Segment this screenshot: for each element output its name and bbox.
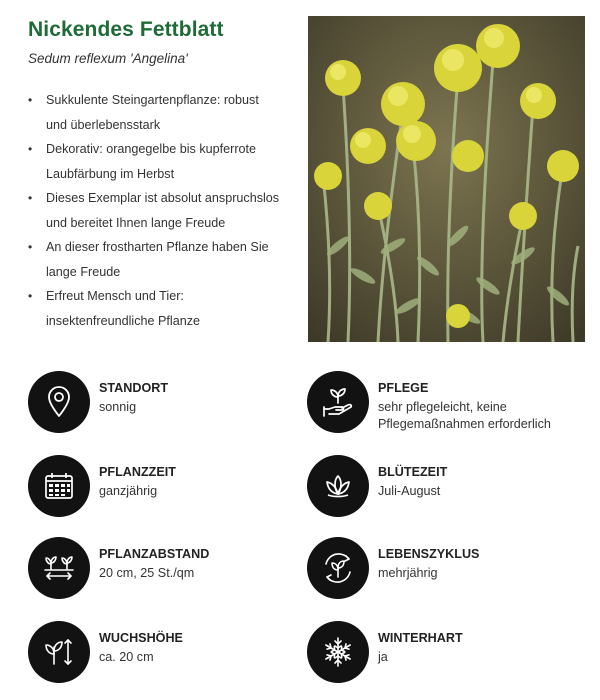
feature-label: PFLANZZEIT — [99, 465, 176, 479]
feature-winterhart — [307, 621, 577, 685]
feature-label: WUCHSHÖHE — [99, 631, 183, 645]
feature-value: Juli-August — [378, 484, 441, 498]
calendar-icon — [28, 455, 90, 517]
feature-pflanzabstand — [28, 537, 298, 601]
feature-label: STANDORT — [99, 381, 169, 395]
plant-spacing-icon — [28, 537, 90, 599]
bullet-item: • Dekorativ: orangegelbe bis kupferrote Laubfärbung im Herbst — [28, 137, 298, 186]
botanical-name: Sedum reflexum 'Angelina' — [28, 51, 188, 66]
feature-value: mehrjährig — [378, 566, 438, 580]
feature-bluetezeit — [307, 455, 577, 519]
lotus-flower-icon — [307, 455, 369, 517]
bullet-item: • An dieser frostharten Pflanze haben Sie lange Freude — [28, 235, 298, 284]
feature-wuchshoehe — [28, 621, 298, 685]
feature-label: LEBENSZYKLUS — [378, 547, 480, 561]
bullet-item: • Erfreut Mensch und Tier: insektenfreundliche Pflanze — [28, 284, 298, 333]
feature-value: ganzjährig — [99, 484, 158, 498]
plant-photo — [308, 16, 585, 342]
feature-label: WINTERHART — [378, 631, 463, 645]
feature-label: PFLANZABSTAND — [99, 547, 210, 561]
location-pin-icon — [28, 371, 90, 433]
plant-cycle-icon — [307, 537, 369, 599]
feature-value: sehr pflegeleicht, keine Pflegemaßnahmen erforderlich — [378, 400, 551, 431]
snowflake-icon — [307, 621, 369, 683]
feature-value: ja — [378, 650, 388, 664]
feature-pflege — [307, 371, 577, 435]
feature-value: 20 cm, 25 St./qm — [99, 566, 195, 580]
product-title: Nickendes Fettblatt — [28, 18, 224, 41]
feature-standort — [28, 371, 298, 435]
feature-label: BLÜTEZEIT — [378, 465, 448, 479]
feature-lebenszyklus — [307, 537, 577, 601]
bullet-item: • Dieses Exemplar ist absolut anspruchslos und bereitet Ihnen lange Freude — [28, 186, 298, 235]
feature-bullet-list — [28, 88, 298, 333]
feature-label: PFLEGE — [378, 381, 429, 395]
feature-value: sonnig — [99, 400, 137, 414]
hand-with-sprout-icon — [307, 371, 369, 433]
feature-pflanzzeit — [28, 455, 298, 519]
bullet-item: • Sukkulente Steingartenpflanze: robust und überlebensstark — [28, 88, 298, 137]
plant-height-icon — [28, 621, 90, 683]
feature-value: ca. 20 cm — [99, 650, 154, 664]
